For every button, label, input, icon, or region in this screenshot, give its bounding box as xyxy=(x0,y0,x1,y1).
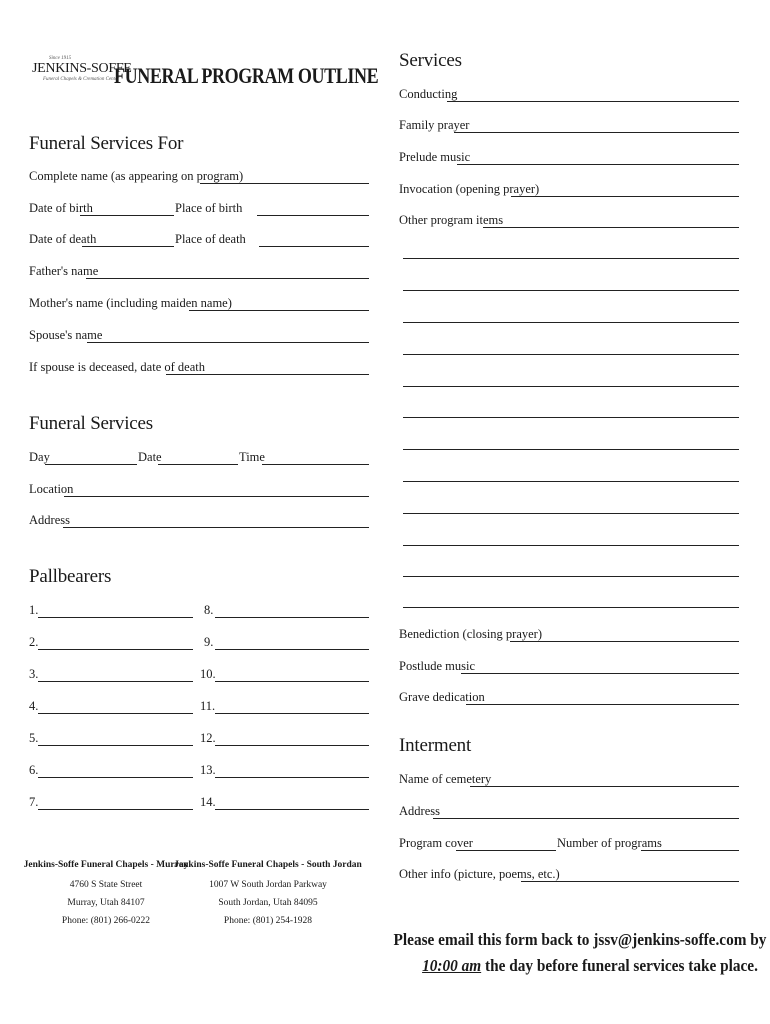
pallbearer-field[interactable] xyxy=(38,745,193,746)
pallbearer-number: 4. xyxy=(29,699,39,713)
day-field[interactable] xyxy=(45,464,137,465)
other-item-line[interactable] xyxy=(403,386,739,387)
family-prayer-label: Family prayer xyxy=(399,118,470,132)
deadline-rest: the day before funeral services take place. xyxy=(481,956,758,975)
date-label: Date xyxy=(138,450,162,464)
south-jordan-street: 1007 W South Jordan Parkway xyxy=(209,880,327,890)
pallbearer-field[interactable] xyxy=(38,713,193,714)
location-field[interactable] xyxy=(64,496,369,497)
postlude-label: Postlude music xyxy=(399,659,476,673)
mother-label: Mother's name (including maiden name) xyxy=(29,296,232,310)
address-label: Address xyxy=(29,513,70,527)
date-field[interactable] xyxy=(158,464,238,465)
program-cover-label: Program cover xyxy=(399,836,473,850)
invocation-label: Invocation (opening prayer) xyxy=(399,182,540,196)
section-heading-interment: Interment xyxy=(399,735,472,756)
family-prayer-field[interactable] xyxy=(454,132,739,133)
pallbearer-field[interactable] xyxy=(38,617,193,618)
pallbearer-number: 13. xyxy=(200,763,216,777)
other-item-line[interactable] xyxy=(403,576,739,577)
prelude-field[interactable] xyxy=(457,164,739,165)
other-item-line[interactable] xyxy=(403,607,739,608)
father-label: Father's name xyxy=(29,264,99,278)
pallbearer-number: 11. xyxy=(200,699,216,713)
pallbearer-number: 12. xyxy=(200,731,216,745)
other-item-line[interactable] xyxy=(403,513,739,514)
father-field[interactable] xyxy=(86,278,369,279)
cemetery-label: Name of cemetery xyxy=(399,772,492,786)
conducting-field[interactable] xyxy=(447,101,739,102)
other-item-line[interactable] xyxy=(403,258,739,259)
spouse-field[interactable] xyxy=(87,342,369,343)
other-items-field[interactable] xyxy=(483,227,739,228)
pallbearer-field[interactable] xyxy=(215,681,369,682)
other-item-line[interactable] xyxy=(403,417,739,418)
dod-field[interactable] xyxy=(82,246,174,247)
other-item-line[interactable] xyxy=(403,322,739,323)
south-jordan-city: South Jordan, Utah 84095 xyxy=(218,898,318,908)
logo-brand: JENKINS-SOFFE xyxy=(32,61,132,76)
time-label: Time xyxy=(239,450,265,464)
pallbearer-number: 2. xyxy=(29,635,39,649)
other-info-label: Other info (picture, poems, etc.) xyxy=(399,867,560,881)
spouse-deceased-field[interactable] xyxy=(166,374,369,375)
interment-address-label: Address xyxy=(399,804,440,818)
pallbearer-field[interactable] xyxy=(215,745,369,746)
pob-label: Place of birth xyxy=(175,201,243,215)
complete-name-label: Complete name (as appearing on program) xyxy=(29,169,244,183)
other-items-label: Other program items xyxy=(399,213,504,227)
dob-label: Date of birth xyxy=(29,201,93,215)
program-cover-field[interactable] xyxy=(456,850,556,851)
pallbearer-field[interactable] xyxy=(38,681,193,682)
pallbearer-field[interactable] xyxy=(215,713,369,714)
pallbearer-number: 6. xyxy=(29,763,39,777)
grave-dedication-field[interactable] xyxy=(466,704,739,705)
pallbearer-number: 9. xyxy=(204,635,214,649)
pallbearer-field[interactable] xyxy=(38,649,193,650)
benediction-field[interactable] xyxy=(510,641,739,642)
section-heading-services: Services xyxy=(399,50,462,71)
pod-field[interactable] xyxy=(259,246,369,247)
dod-label: Date of death xyxy=(29,232,97,246)
pallbearer-field[interactable] xyxy=(215,809,369,810)
murray-city: Murray, Utah 84107 xyxy=(67,898,145,908)
other-item-line[interactable] xyxy=(403,449,739,450)
pob-field[interactable] xyxy=(257,215,369,216)
other-item-line[interactable] xyxy=(403,481,739,482)
time-field[interactable] xyxy=(262,464,369,465)
prelude-label: Prelude music xyxy=(399,150,471,164)
pallbearer-field[interactable] xyxy=(215,617,369,618)
logo-tagline: Funeral Chapels & Cremation Center xyxy=(43,77,120,82)
other-item-line[interactable] xyxy=(403,354,739,355)
pallbearer-number: 5. xyxy=(29,731,39,745)
location-label: Location xyxy=(29,482,74,496)
pod-label: Place of death xyxy=(175,232,246,246)
complete-name-field[interactable] xyxy=(200,183,369,184)
spouse-label: Spouse's name xyxy=(29,328,103,342)
benediction-label: Benediction (closing prayer) xyxy=(399,627,543,641)
grave-dedication-label: Grave dedication xyxy=(399,690,485,704)
pallbearer-number: 3. xyxy=(29,667,39,681)
south-jordan-phone: Phone: (801) 254-1928 xyxy=(223,916,313,926)
spouse-deceased-label: If spouse is deceased, date of death xyxy=(29,360,205,374)
dob-field[interactable] xyxy=(80,215,174,216)
pallbearer-number: 10. xyxy=(200,667,216,681)
invocation-field[interactable] xyxy=(511,196,739,197)
pallbearer-number: 1. xyxy=(29,603,39,617)
email-note-line2 xyxy=(422,956,758,976)
cemetery-field[interactable] xyxy=(470,786,739,787)
email-note-line1: Please email this form back to jssv@jenkins-soffe.com by xyxy=(393,930,767,949)
pallbearer-number: 8. xyxy=(204,603,214,617)
other-item-line[interactable] xyxy=(403,545,739,546)
pallbearer-field[interactable] xyxy=(215,649,369,650)
other-info-field[interactable] xyxy=(521,881,739,882)
num-programs-label: Number of programs xyxy=(557,836,662,850)
section-heading-services-for: Funeral Services For xyxy=(29,133,184,154)
day-label: Day xyxy=(29,450,50,464)
conducting-label: Conducting xyxy=(399,87,458,101)
mother-field[interactable] xyxy=(189,310,369,311)
pallbearer-number: 14. xyxy=(200,795,216,809)
interment-address-field[interactable] xyxy=(433,818,739,819)
section-heading-pallbearers: Pallbearers xyxy=(29,566,112,587)
deadline-time: 10:00 am xyxy=(422,956,482,975)
other-item-line[interactable] xyxy=(403,290,739,291)
page-title: FUNERAL PROGRAM OUTLINE xyxy=(114,63,379,88)
num-programs-field[interactable] xyxy=(641,850,739,851)
pallbearer-number: 7. xyxy=(29,795,39,809)
postlude-field[interactable] xyxy=(461,673,739,674)
pallbearer-field[interactable] xyxy=(38,777,193,778)
murray-phone: Phone: (801) 266-0222 xyxy=(61,916,151,926)
pallbearer-field[interactable] xyxy=(215,777,369,778)
south-jordan-name: Jenkins-Soffe Funeral Chapels - South Jordan xyxy=(174,860,362,870)
address-field[interactable] xyxy=(63,527,369,528)
murray-street: 4760 S State Street xyxy=(69,880,143,890)
section-heading-funeral-services: Funeral Services xyxy=(29,413,153,434)
logo-small-text: Since 1915 xyxy=(49,56,72,61)
pallbearer-field[interactable] xyxy=(38,809,193,810)
murray-name: Jenkins-Soffe Funeral Chapels - Murray xyxy=(23,860,189,870)
